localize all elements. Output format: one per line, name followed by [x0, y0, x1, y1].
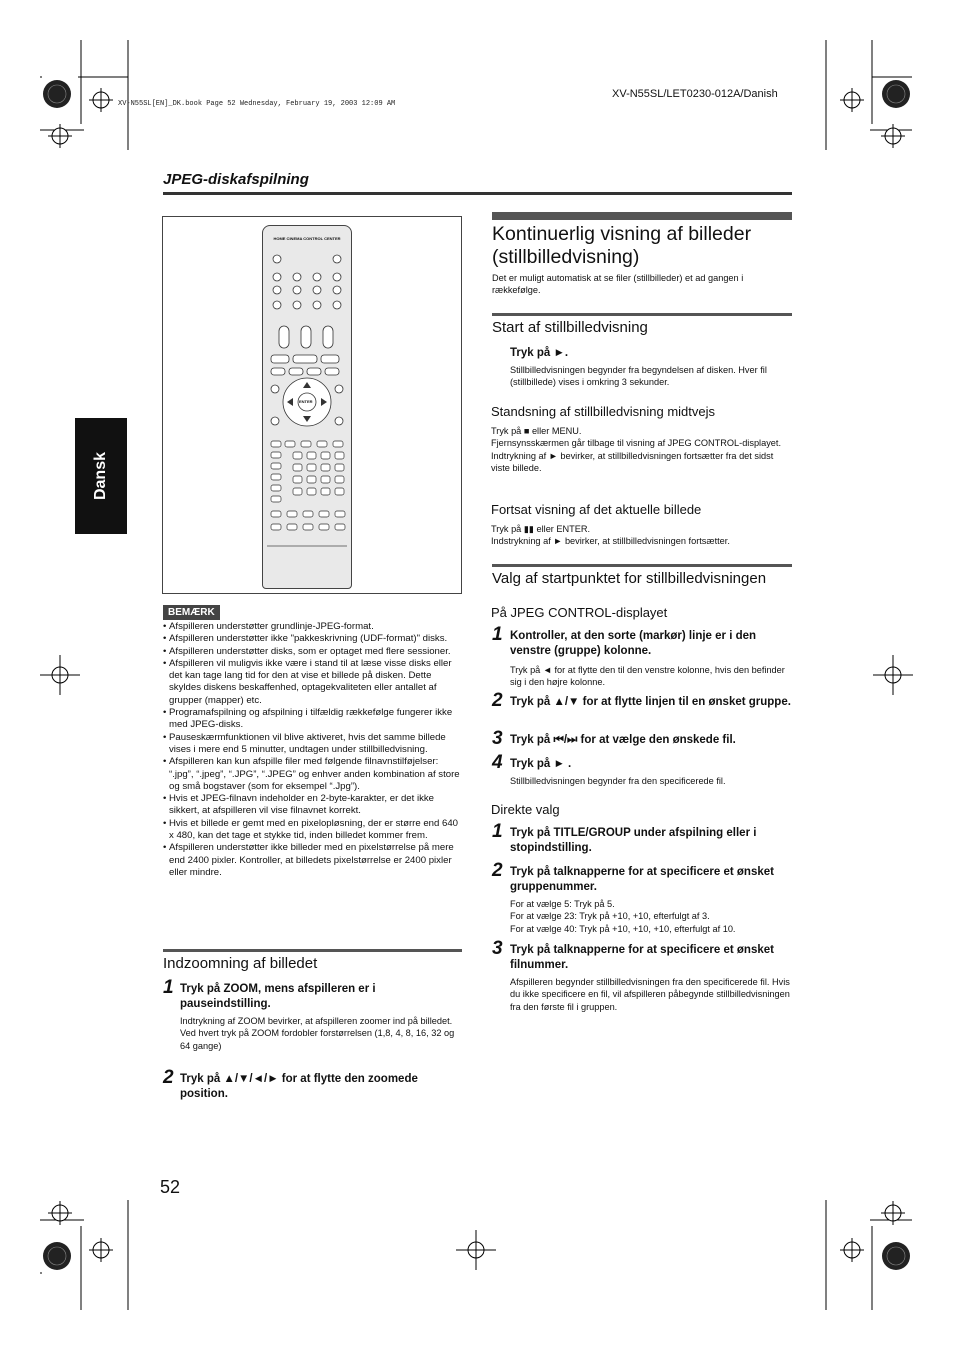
stop-description: Tryk på ■ eller MENU. Fjernsynsskærmen går tilbage til visning af JPEG CONTROL-displayet. Indtrykning af ► bevirker, at stillbilledvisningen fortsætter fra det sidst viste billede. [491, 426, 782, 473]
zoom-rule [163, 949, 462, 952]
step-description: Tryk på ◄ for at flytte den til den venstre kolonne, hvis den befinder sig i den højre kolonne. [510, 665, 785, 688]
direct-select-subheading: Direkte valg [491, 802, 560, 817]
list-item: • Hvis et billede er gemt med en pixelopløsning, der er større end 640 x 480, kan det tage et stykke tid, inden billedet kommer frem. [163, 818, 463, 843]
step-description: Stillbilledvisningen begynder fra den specificerede fil. [510, 776, 726, 786]
list-item: • Hvis et JPEG-filnavn indeholder en 2-byte-karakter, er det ikke sikkert, at afspilleren vil vise filnavnet korrekt. [163, 793, 463, 818]
book-info-line: XV-N55SL[EN]_DK.book Page 52 Wednesday, February 19, 2003 12:09 AM [118, 100, 396, 108]
list-item: • Afspilleren understøtter ikke "pakkeskrivning (UDF-format)" disks. [163, 633, 463, 645]
step-instruction: Tryk på talknapperne for at specificere et ønsket filnummer. [510, 944, 774, 971]
start-rule [492, 313, 792, 316]
startpoint-heading: Valg af startpunktet for stillbilledvisningen [492, 570, 767, 587]
start-heading: Start af stillbilledvisning [492, 319, 648, 336]
step-number: 2 [492, 860, 503, 881]
section-title: JPEG-diskafspilning [163, 171, 309, 188]
list-item: • Afspilleren understøtter grundlinje-JPEG-format. [163, 621, 463, 633]
document-id: XV-N55SL/LET0230-012A/Danish [612, 88, 778, 100]
remote-buttons [263, 226, 351, 588]
step-number: 4 [492, 752, 503, 773]
list-item: • Afspilleren vil muligvis ikke være i stand til at læse visse disks eller det kan tage lang tid for den at vise et billede på disken. Dette skyldes diskens beskaffenhed, optagekvaliteten eller antallet af grupper (mapper) etc. [163, 658, 463, 707]
list-item: • Programafspilning og afspilning i tilfældig rækkefølge fungerer ikke med JPEG-disks. [163, 707, 463, 732]
language-tab [75, 418, 127, 534]
step-instruction: Tryk på ▲/▼ for at flytte linjen til en ønsket gruppe. [510, 696, 791, 708]
list-item: • Afspilleren understøtter ikke billeder med en pixelstørrelse på mere end 2400 pixler. Kontroller, at billedets pixelstørrelse er 2400 pixler eller mindre. [163, 842, 463, 879]
remote-control [262, 225, 352, 589]
step-description: Indtrykning af ZOOM bevirker, at afspilleren zoomer ind på billedet. Ved hvert tryk på ZOOM fordobler forstørrelsen (1,8, 4, 8, 16, 32 og 64 gange) [180, 1016, 455, 1051]
continue-heading: Fortsat visning af det aktuelle billede [491, 502, 702, 517]
continue-description: Tryk på ▮▮ eller ENTER. Indstrykning af ► bevirker, at stillbilledvisningen fortsætter. [491, 524, 730, 547]
step-description: For at vælge 5: Tryk på 5. For at vælge 23: Tryk på +10, +10, efterfulgt af 3. For at vælge 40: Tryk på +10, +10, +10, efterfulgt af 10. [510, 899, 736, 934]
step-description: Afspilleren begynder stillbilledvisningen fra den specificerede fil. Hvis du ikke specificere en fil, vil afspilleren påbegynde stillbilledvisningen fra den første fil i gruppen. [510, 977, 790, 1012]
step-number: 2 [492, 690, 503, 711]
step-number: 1 [492, 624, 503, 645]
remote-enter-label: ENTER [299, 399, 313, 404]
main-intro: Det er muligt automatisk at se filer (stillbilleder) et ad gangen i rækkefølge. [492, 273, 744, 296]
zoom-heading: Indzoomning af billedet [163, 955, 318, 972]
step-instruction: Tryk på ZOOM, mens afspilleren er i pauseindstilling. [180, 983, 376, 1010]
remote-illustration [162, 216, 462, 594]
main-heading: Kontinuerlig visning af billeder (stillbilledvisning) [492, 223, 752, 268]
startpoint-rule [492, 564, 792, 567]
list-item: • Afspilleren kan kun afspille filer med følgende filnavnstilføjelser: “.jpg”, “.jpeg”, “.JPG”, “.JPEG” og enhver anden kombination af store og små bogstaver (som for eksempel “.Jpg”). [163, 756, 463, 793]
language-tab-label: Dansk [92, 451, 109, 501]
step-instruction: Tryk på ⏮/⏭ for at vælge den ønskede fil. [510, 734, 736, 746]
main-rule [492, 212, 792, 220]
step-instruction: Kontroller, at den sorte (markør) linje er i den venstre (gruppe) kolonne. [510, 630, 757, 657]
step-instruction: Tryk på ► . [510, 758, 572, 770]
step-number: 3 [492, 728, 503, 749]
press-play-instruction: Tryk på ►. [510, 347, 569, 359]
jpeg-control-subheading: På JPEG CONTROL-displayet [491, 605, 668, 620]
list-item: • Afspilleren understøtter disks, som er optaget med flere sessioner. [163, 646, 463, 658]
remote-brand-label: HOME CINEMA CONTROL CENTER [273, 236, 341, 241]
press-play-description: Stillbilledvisningen begynder fra begyndelsen af disken. Hver fil (stillbillede) vises i omkring 3 sekunder. [510, 365, 767, 388]
step-instruction: Tryk på talknapperne for at specificere et ønsket gruppenummer. [510, 866, 774, 893]
header-rule [163, 192, 792, 195]
step-number: 3 [492, 938, 503, 959]
step-number: 1 [492, 821, 503, 842]
stop-heading: Standsning af stillbilledvisning midtvejs [491, 404, 716, 419]
note-label: BEMÆRK [163, 605, 220, 620]
notes-list [163, 621, 463, 879]
list-item: • Pauseskærmfunktionen vil blive aktiveret, hvis det samme billede vises i mere end 5 minutter, undtagen under stillbilledvisning. [163, 732, 463, 757]
step-instruction: Tryk på TITLE/GROUP under afspilning eller i stopindstilling. [510, 827, 757, 854]
step-number: 2 [163, 1067, 174, 1088]
step-instruction: Tryk på ▲/▼/◄/► for at flytte den zoomede position. [180, 1073, 418, 1100]
step-number: 1 [163, 977, 174, 998]
page-number: 52 [160, 1177, 181, 1197]
